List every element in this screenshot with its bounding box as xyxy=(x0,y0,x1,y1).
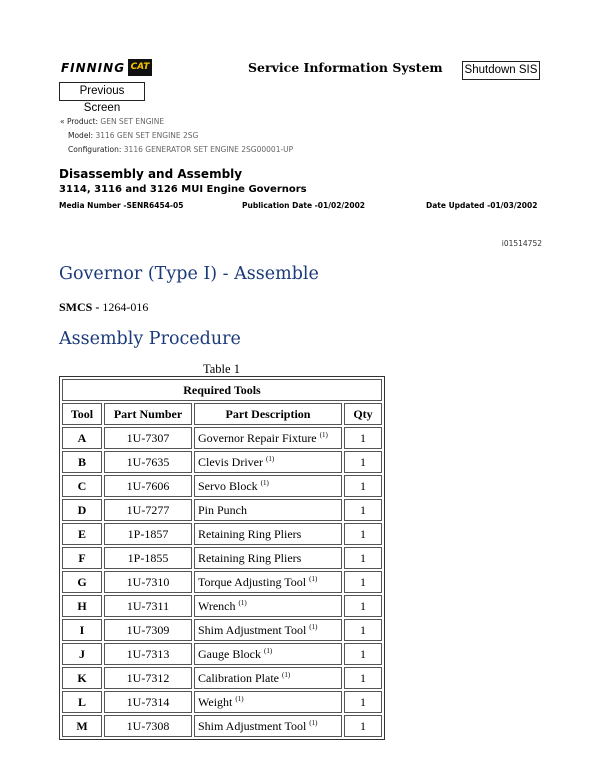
media-number: Media Number -SENR6454-05 xyxy=(59,201,184,210)
tool-letter: A xyxy=(62,427,102,449)
tool-letter: E xyxy=(62,523,102,545)
part-description-cell xyxy=(194,571,342,593)
tool-letter: K xyxy=(62,667,102,689)
footnote-reference: (1) xyxy=(309,718,318,727)
quantity: 1 xyxy=(344,451,382,473)
finning-logo-text: FINNING xyxy=(60,61,126,75)
part-number: 1U-7308 xyxy=(104,715,192,737)
model-label: Model: xyxy=(68,131,94,140)
footnote-reference: (1) xyxy=(263,646,273,655)
tool-letter: L xyxy=(62,691,102,713)
footnote-reference: (1) xyxy=(266,454,275,463)
table-row xyxy=(62,499,382,521)
part-number: 1U-7307 xyxy=(104,427,192,449)
section-heading: Disassembly and Assembly xyxy=(59,167,243,181)
document-id: i01514752 xyxy=(501,239,542,248)
quantity: 1 xyxy=(344,667,382,689)
part-number: 1U-7312 xyxy=(104,667,192,689)
part-description: Weight xyxy=(198,694,233,709)
part-description: Calibration Plate xyxy=(198,670,279,685)
quantity: 1 xyxy=(344,499,382,521)
column-header-part-description: Part Description xyxy=(194,403,342,425)
footnote-reference: (1) xyxy=(281,670,291,679)
part-description: Servo Block xyxy=(198,478,258,493)
part-number: 1U-7309 xyxy=(104,619,192,641)
tool-letter: J xyxy=(62,643,102,665)
previous-screen-button[interactable]: Previous Screen xyxy=(59,82,145,101)
part-description-cell xyxy=(194,595,342,617)
footnote-reference: (1) xyxy=(235,694,244,703)
part-number: 1U-7310 xyxy=(104,571,192,593)
configuration-label: Configuration: xyxy=(68,145,122,154)
double-chevron-left-icon[interactable]: « xyxy=(60,117,65,126)
part-description-cell xyxy=(194,691,342,713)
product-value: GEN SET ENGINE xyxy=(100,117,165,126)
part-description-cell xyxy=(194,427,342,449)
tool-letter: I xyxy=(62,619,102,641)
smcs-code xyxy=(59,300,148,315)
system-title: Service Information System xyxy=(248,60,443,75)
part-number: 1U-7311 xyxy=(104,595,192,617)
part-description: Clevis Driver xyxy=(198,454,263,469)
footnote-reference: (1) xyxy=(319,430,328,439)
quantity: 1 xyxy=(344,523,382,545)
footnote-reference: (1) xyxy=(260,478,269,487)
tool-letter: F xyxy=(62,547,102,569)
part-description: Wrench xyxy=(198,598,236,613)
page-title: Governor (Type I) - Assemble xyxy=(59,264,319,284)
quantity: 1 xyxy=(344,571,382,593)
table-row xyxy=(62,667,382,689)
quantity: 1 xyxy=(344,715,382,737)
part-description-cell xyxy=(194,715,342,737)
part-description: Shim Adjustment Tool xyxy=(198,718,307,733)
breadcrumb-model xyxy=(68,131,198,140)
part-description-cell xyxy=(194,475,342,497)
tool-letter: D xyxy=(62,499,102,521)
date-updated: Date Updated -01/03/2002 xyxy=(426,201,538,210)
footnote-reference: (1) xyxy=(309,622,318,631)
smcs-label: SMCS - xyxy=(59,300,100,314)
publication-date: Publication Date -01/02/2002 xyxy=(242,201,366,210)
breadcrumb-product xyxy=(60,117,164,126)
table-row xyxy=(62,451,382,473)
tool-letter: M xyxy=(62,715,102,737)
tool-letter: H xyxy=(62,595,102,617)
table-row xyxy=(62,427,382,449)
tool-letter: B xyxy=(62,451,102,473)
quantity: 1 xyxy=(344,691,382,713)
part-number: 1U-7277 xyxy=(104,499,192,521)
table-row xyxy=(62,523,382,545)
table-row xyxy=(62,715,382,737)
table-row xyxy=(62,475,382,497)
configuration-value: 3116 GENERATOR SET ENGINE 2SG00001-UP xyxy=(123,145,294,154)
cat-logo-mark: CAT xyxy=(128,59,152,76)
part-description: Governor Repair Fixture xyxy=(198,430,317,445)
column-header-qty: Qty xyxy=(344,403,382,425)
table-row xyxy=(62,619,382,641)
part-number: 1U-7635 xyxy=(104,451,192,473)
smcs-value: 1264-016 xyxy=(102,300,149,314)
footnote-reference: (1) xyxy=(238,598,247,607)
quantity: 1 xyxy=(344,643,382,665)
part-number: 1P-1857 xyxy=(104,523,192,545)
table-row xyxy=(62,595,382,617)
required-tools-table xyxy=(59,376,385,740)
part-description: Gauge Block xyxy=(198,646,261,661)
document-subtitle: 3114, 3116 and 3126 MUI Engine Governors xyxy=(59,184,307,195)
part-description-cell xyxy=(194,643,342,665)
column-header-part-number: Part Number xyxy=(104,403,192,425)
quantity: 1 xyxy=(344,547,382,569)
column-header-tool: Tool xyxy=(62,403,102,425)
table-row xyxy=(62,691,382,713)
breadcrumb-configuration xyxy=(68,145,293,154)
part-description-cell xyxy=(194,619,342,641)
model-value: 3116 GEN SET ENGINE 2SG xyxy=(95,131,199,140)
product-label: Product: xyxy=(66,117,98,126)
part-description-cell xyxy=(194,499,342,521)
part-description-cell xyxy=(194,523,342,545)
footnote-reference: (1) xyxy=(309,574,318,583)
quantity: 1 xyxy=(344,427,382,449)
part-number: 1U-7606 xyxy=(104,475,192,497)
part-number: 1U-7314 xyxy=(104,691,192,713)
procedure-heading: Assembly Procedure xyxy=(59,329,241,349)
table-caption: Table 1 xyxy=(203,362,240,376)
part-description: Torque Adjusting Tool xyxy=(198,574,307,589)
table-row xyxy=(62,643,382,665)
part-description: Retaining Ring Pliers xyxy=(198,526,302,541)
quantity: 1 xyxy=(344,595,382,617)
part-description: Retaining Ring Pliers xyxy=(198,550,302,565)
part-description: Pin Punch xyxy=(198,502,248,517)
part-description: Shim Adjustment Tool xyxy=(198,622,307,637)
table-row xyxy=(62,547,382,569)
part-description-cell xyxy=(194,451,342,473)
part-number: 1P-1855 xyxy=(104,547,192,569)
tool-letter: C xyxy=(62,475,102,497)
part-number: 1U-7313 xyxy=(104,643,192,665)
table-title: Required Tools xyxy=(62,379,382,401)
finning-cat-logo xyxy=(60,56,154,80)
table-row xyxy=(62,571,382,593)
quantity: 1 xyxy=(344,475,382,497)
quantity: 1 xyxy=(344,619,382,641)
part-description-cell xyxy=(194,547,342,569)
part-description-cell xyxy=(194,667,342,689)
shutdown-sis-button[interactable]: Shutdown SIS xyxy=(462,61,540,80)
tool-letter: G xyxy=(62,571,102,593)
table-body xyxy=(62,427,382,737)
